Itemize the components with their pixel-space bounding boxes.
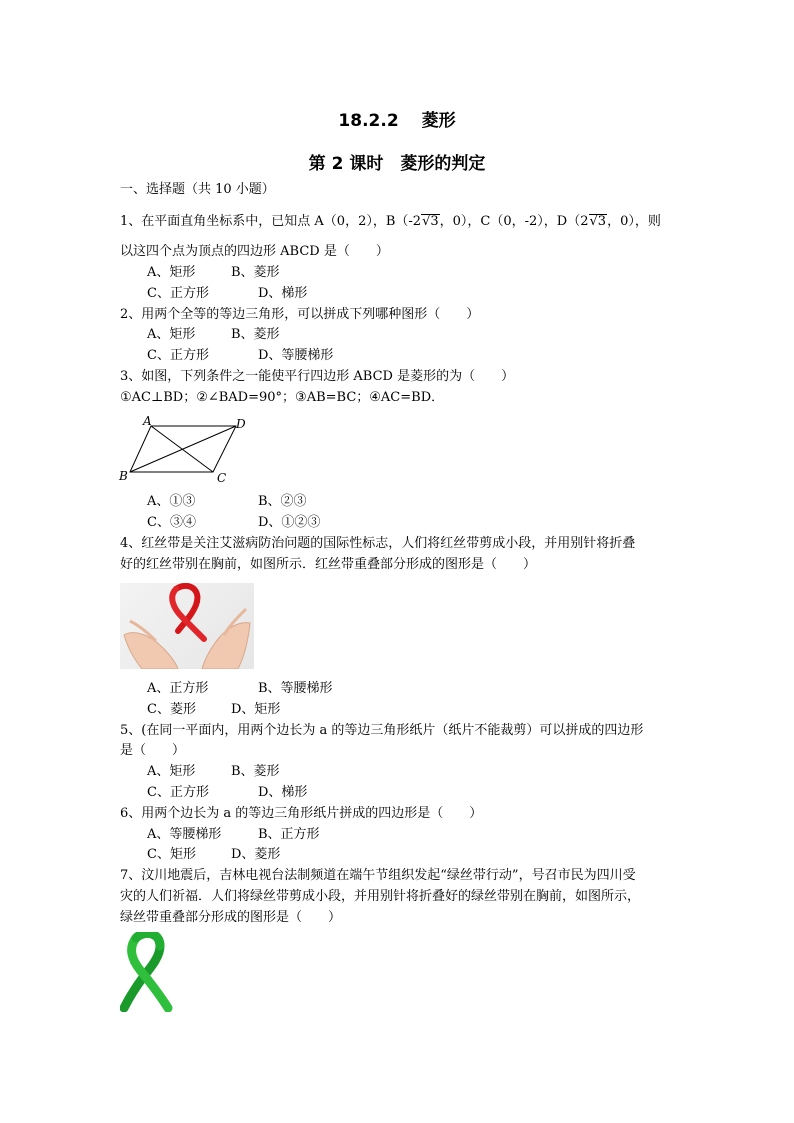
q4-option-b: B、等腰梯形	[258, 681, 333, 696]
red-ribbon-hands-image	[120, 583, 254, 669]
lesson-title: 18.2.2 菱形	[338, 111, 456, 131]
q4-option-d: D、矩形	[231, 702, 281, 717]
q5-option-a: A、矩形	[147, 764, 196, 779]
question-7-line-1: 7、汶川地震后，吉林电视台法制频道在端午节组织发起“绿丝带行动”，号召市民为四川受	[120, 868, 636, 883]
question-2-line-1: 2、用两个全等的等边三角形，可以拼成下列哪种图形（ ）	[120, 307, 480, 322]
sqrt-radicand-b: 3	[597, 214, 607, 229]
q5-option-c: C、正方形	[147, 785, 209, 800]
q1-text-a: 1、在平面直角坐标系中，已知点 A（0，2），B（-2	[120, 214, 422, 229]
q6-option-b: B、正方形	[258, 827, 320, 842]
question-7-line-3: 绿丝带重叠部分形成的图形是（ ）	[120, 910, 342, 925]
q6-option-a: A、等腰梯形	[147, 827, 222, 842]
q1-option-b: B、菱形	[231, 265, 280, 280]
section-heading: 一、选择题（共 10 小题）	[120, 182, 275, 197]
q2-option-b: B、菱形	[231, 327, 280, 342]
q6-option-c: C、矩形	[147, 847, 196, 862]
q1-option-d: D、梯形	[258, 286, 308, 301]
q2-option-a: A、矩形	[147, 327, 196, 342]
green-ribbon-image	[120, 932, 176, 1012]
q1-text-b: ，0），C（0，-2），D（2	[439, 214, 589, 229]
vertex-label-d: D	[236, 417, 246, 431]
vertex-label-c: C	[217, 471, 227, 485]
q5-option-b: B、菱形	[231, 764, 280, 779]
question-1-line-2: 以这四个点为顶点的四边形 ABCD 是（ ）	[120, 244, 389, 259]
q3-option-c: C、③④	[147, 515, 196, 530]
q3-option-b: B、②③	[258, 494, 307, 509]
lesson-subtitle: 第 2 课时 菱形的判定	[308, 154, 486, 174]
question-4-line-1: 4、红丝带是关注艾滋病防治问题的国际性标志，人们将红丝带剪成小段，并用别针将折叠	[120, 536, 636, 551]
parallelogram-figure	[116, 414, 256, 486]
sqrt-3-b: √3	[589, 214, 607, 229]
question-3-line-1: 3、如图，下列条件之一能使平行四边形 ABCD 是菱形的为（ ）	[120, 369, 515, 384]
q3-option-d: D、①②③	[258, 515, 321, 530]
question-7-line-2: 灾的人们祈福．人们将绿丝带剪成小段，并用别针将折叠好的绿丝带别在胸前，如图所示，	[120, 889, 641, 904]
q6-option-d: D、菱形	[231, 847, 281, 862]
question-4-line-2: 好的红丝带别在胸前，如图所示．红丝带重叠部分形成的图形是（ ）	[120, 557, 537, 572]
sqrt-3-a: √3	[422, 214, 439, 229]
q1-option-a: A、矩形	[147, 265, 196, 280]
q4-option-a: A、正方形	[147, 681, 209, 696]
question-5-line-1: 5、(在同一平面内，用两个边长为 a 的等边三角形纸片（纸片不能裁剪）可以拼成的四边形	[120, 723, 644, 738]
vertex-label-b: B	[119, 469, 128, 483]
q1-text-c: ，0），则	[607, 214, 661, 229]
q5-option-d: D、梯形	[258, 785, 308, 800]
diagonal-bd	[130, 426, 236, 472]
q2-option-d: D、等腰梯形	[258, 348, 334, 363]
question-3-line-2: ①AC⊥BD；②∠BAD=90°；③AB=BC；④AC=BD．	[120, 390, 445, 405]
sqrt-radicand-a: 3	[430, 214, 439, 229]
q4-option-c: C、菱形	[147, 702, 196, 717]
q3-option-a: A、①③	[147, 494, 196, 509]
q2-option-c: C、正方形	[147, 348, 209, 363]
vertex-label-a: A	[143, 414, 152, 428]
question-1-line-1	[120, 213, 661, 231]
question-5-line-2: 是（ ）	[120, 743, 186, 758]
question-6-line-1: 6、用两个边长为 a 的等边三角形纸片拼成的四边形是（ ）	[120, 806, 483, 821]
q1-option-c: C、正方形	[147, 286, 209, 301]
